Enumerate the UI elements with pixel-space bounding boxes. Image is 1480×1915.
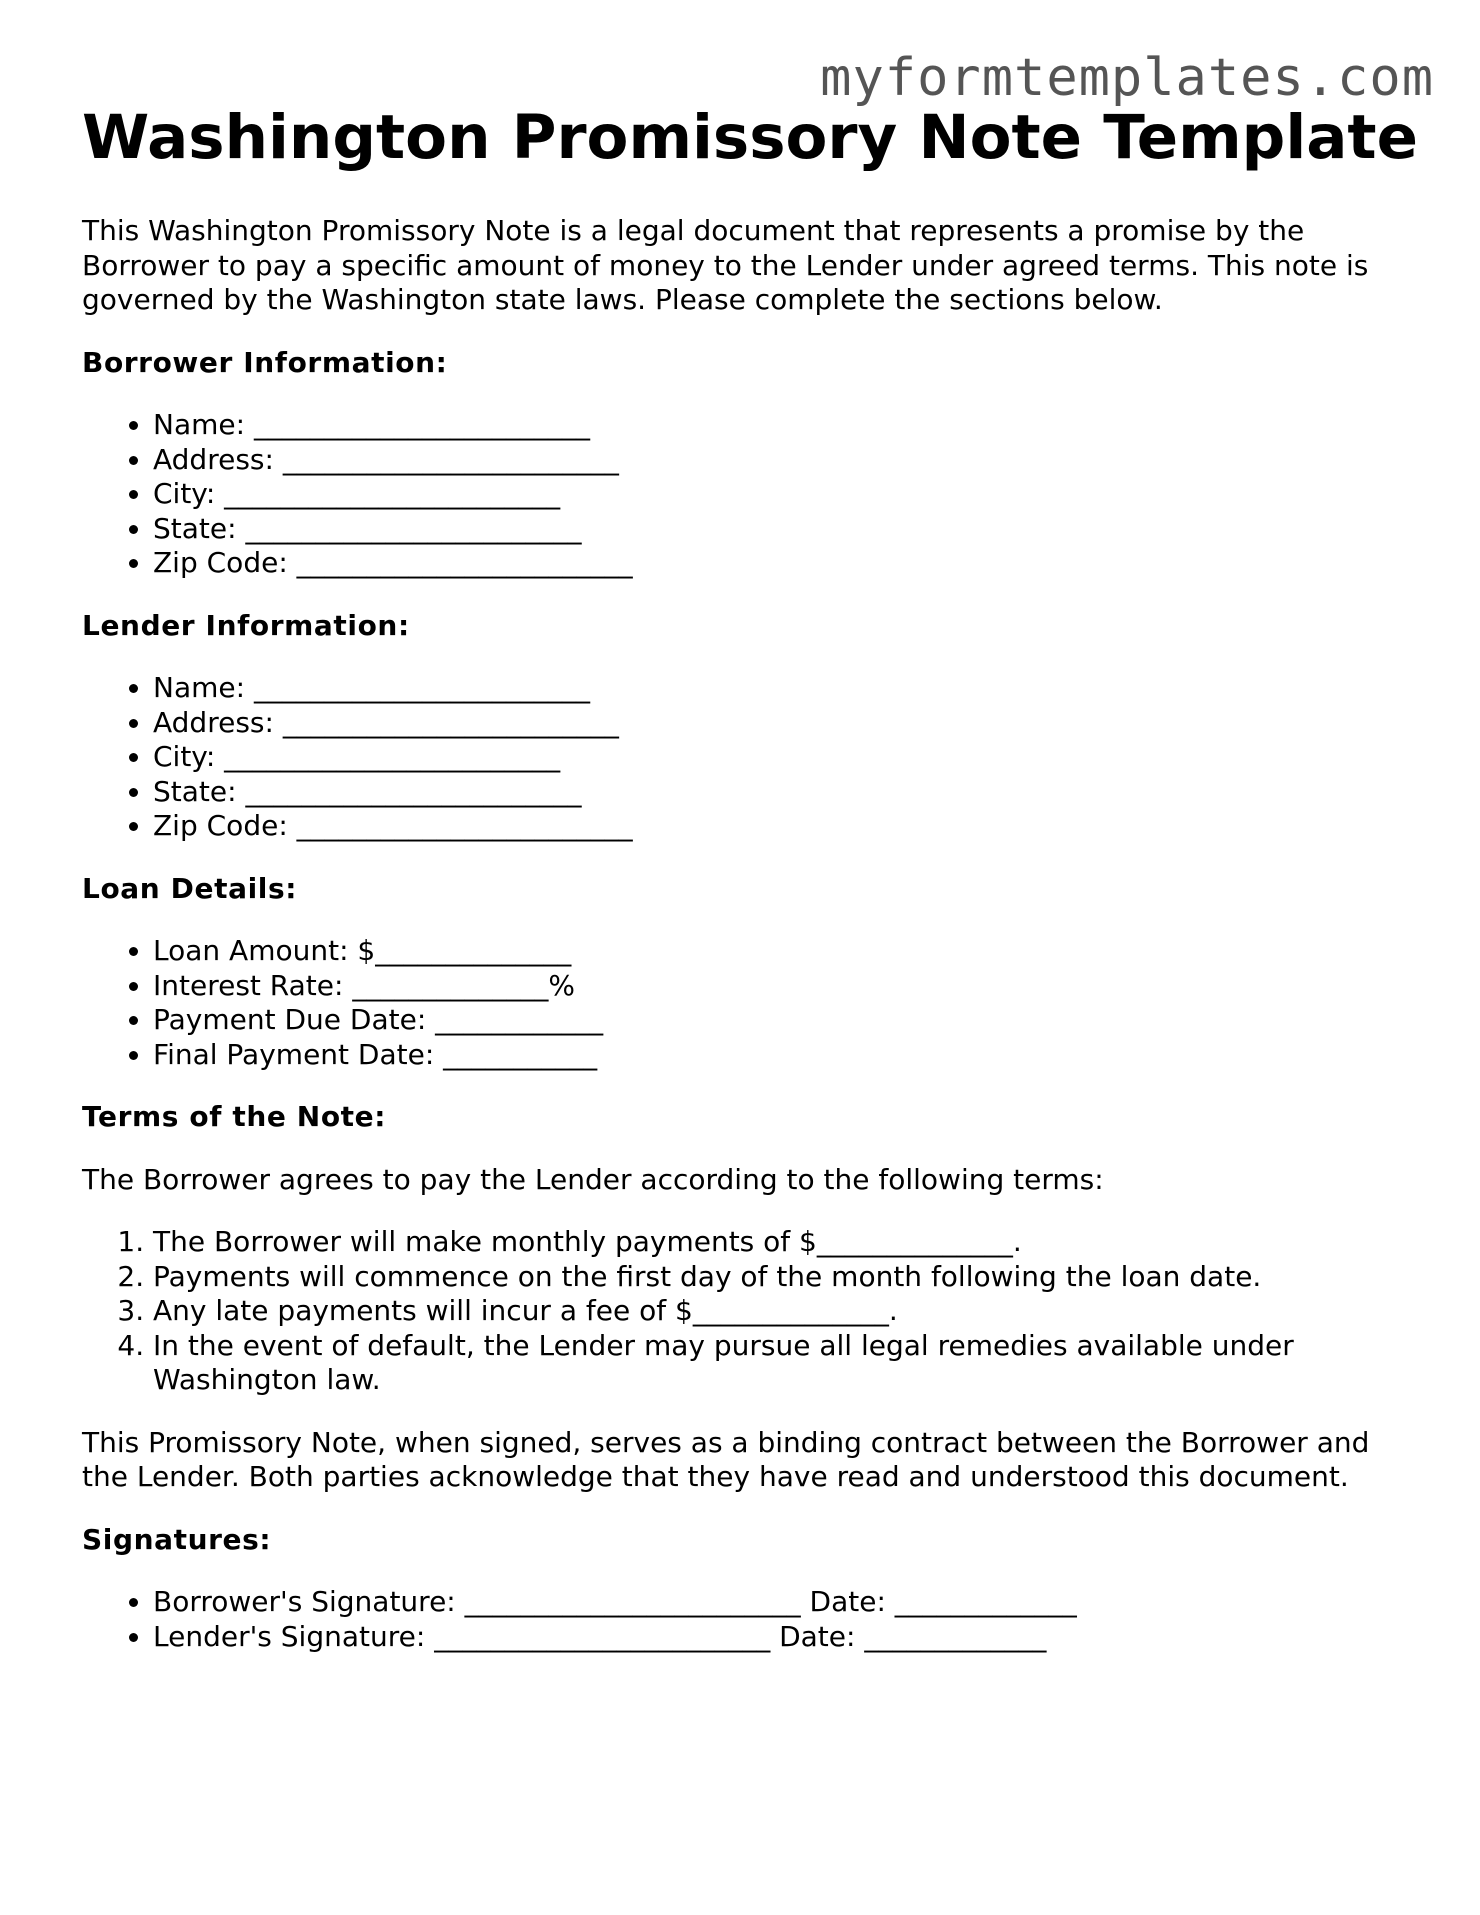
term-item: 1. The Borrower will make monthly payments of $______________.: [153, 1225, 1412, 1260]
term-item: 3. Any late payments will incur a fee of $______________.: [153, 1294, 1412, 1329]
watermark-text: myformtemplates.com: [820, 48, 1434, 108]
document-page: [82, 100, 1418, 1654]
lender-heading: Lender Information:: [82, 608, 410, 642]
terms-list: [82, 1225, 1412, 1398]
interest-rate-field: • Interest Rate: ______________%: [153, 969, 1412, 1004]
page-title: Washington Promissory Note Template: [82, 102, 1418, 173]
loan-details-list: [82, 934, 1412, 1072]
lender-city-field: • City: ________________________: [153, 740, 1412, 775]
terms-lead: The Borrower agrees to pay the Lender according to the following terms:: [82, 1162, 1104, 1196]
lender-signature-line: • Lender's Signature: ________________________ Date: _____________: [153, 1620, 1412, 1655]
lender-address-field: • Address: ________________________: [153, 706, 1412, 741]
borrower-heading: Borrower Information:: [82, 345, 448, 379]
terms-heading: Terms of the Note:: [82, 1100, 387, 1133]
borrower-city-field: • City: ________________________: [153, 477, 1412, 512]
payment-due-date-field: • Payment Due Date: ____________: [153, 1003, 1412, 1038]
lender-zip-field: • Zip Code: ________________________: [153, 809, 1412, 844]
term-item: 4. In the event of default, the Lender may pursue all legal remedies available under Washington law.: [153, 1329, 1412, 1398]
intro-paragraph: This Washington Promissory Note is a legal document that represents a promise by the Borrower to pay a specific amount of money to the Lender under agreed terms. This note is governed by the Washington state laws. Please complete the sections below.: [82, 214, 1369, 316]
borrower-fields-list: [82, 408, 1412, 581]
term-item: 2. Payments will commence on the first day of the month following the loan date.: [153, 1260, 1412, 1295]
closing-paragraph: This Promissory Note, when signed, serves as a binding contract between the Borrower and the Lender. Both parties acknowledge that they have read and understood this document.: [82, 1425, 1370, 1493]
borrower-zip-field: • Zip Code: ________________________: [153, 546, 1412, 581]
loan-details-heading: Loan Details:: [82, 871, 298, 905]
borrower-name-field: • Name: ________________________: [153, 408, 1412, 443]
final-payment-date-field: • Final Payment Date: ___________: [153, 1038, 1412, 1073]
lender-fields-list: [82, 671, 1412, 844]
lender-name-field: • Name: ________________________: [153, 671, 1412, 706]
borrower-state-field: • State: ________________________: [153, 512, 1412, 547]
loan-amount-field: • Loan Amount: $______________: [153, 934, 1412, 969]
lender-state-field: • State: ________________________: [153, 775, 1412, 810]
signatures-heading: Signatures:: [82, 1522, 272, 1556]
signatures-list: [82, 1585, 1412, 1654]
borrower-address-field: • Address: ________________________: [153, 443, 1412, 478]
borrower-signature-line: • Borrower's Signature: ________________________ Date: _____________: [153, 1585, 1412, 1620]
